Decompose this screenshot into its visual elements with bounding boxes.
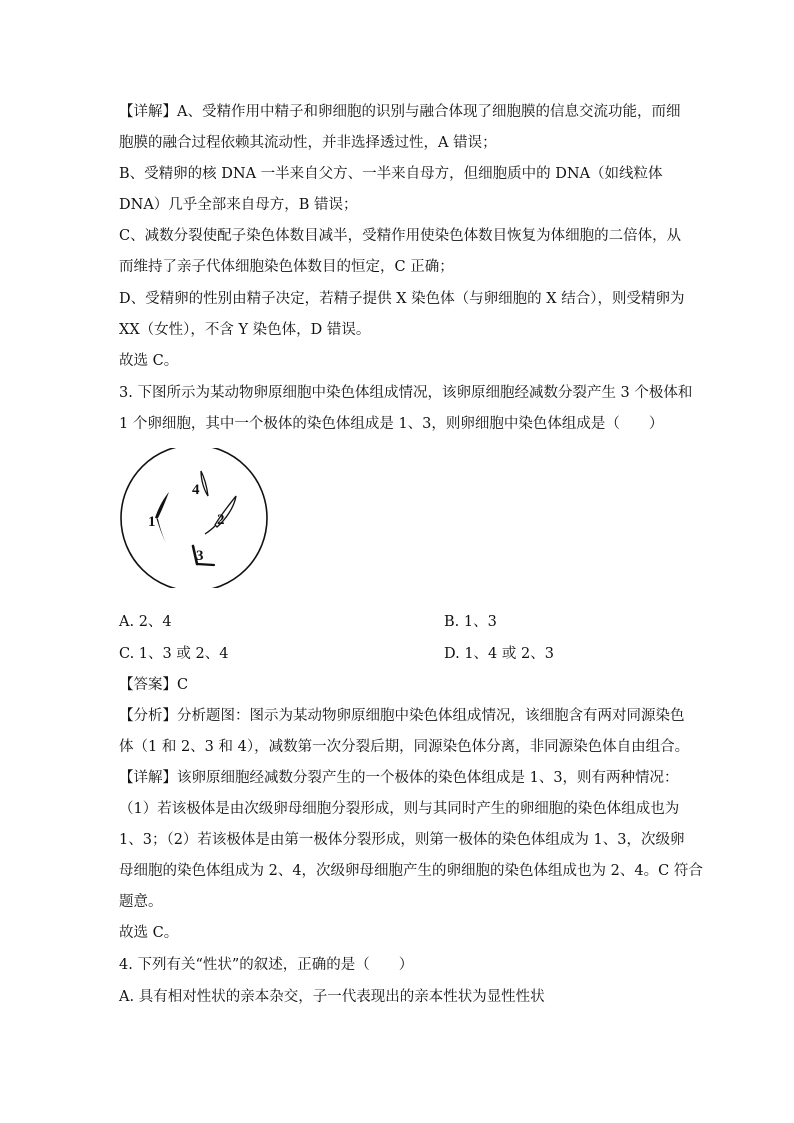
option-a: A. 2、4 [119, 614, 172, 630]
text-line: DNA）几乎全部来自母方，B 错误； [119, 197, 358, 213]
text-line: 而维持了亲子代体细胞染色体数目的恒定，C 正确； [119, 259, 454, 275]
option-b: B. 1、3 [444, 614, 497, 630]
detail-line: 题意。 [119, 894, 163, 910]
text-line: D、受精卵的性别由精子决定，若精子提供 X 染色体（与卵细胞的 X 结合），则受精卵为 [119, 291, 685, 307]
label-2: 2 [217, 512, 225, 528]
text-line: 故选 C。 [119, 353, 179, 369]
question-stem: 4. 下列有关“性状”的叙述，正确的是（ ） [119, 957, 414, 973]
analysis-line: 体（1 和 2、3 和 4），减数第一次分裂后期，同源染色体分离，非同源染色体自由组合。 [119, 739, 690, 755]
label-1: 1 [148, 514, 156, 530]
chromosome-4 [201, 471, 208, 496]
detail-line: 母细胞的染色体组成为 2、4，次级卵母细胞产生的卵细胞的染色体组成也为 2、4。C 符合 [119, 863, 703, 879]
label-4: 4 [192, 482, 200, 498]
text-line: 【详解】A、受精作用中精子和卵细胞的识别与融合体现了细胞膜的信息交流功能，而细 [119, 104, 681, 120]
option-c: C. 1、3 或 2、4 [119, 646, 229, 662]
cell-outline [121, 448, 267, 588]
text-line: 胞膜的融合过程依赖其流动性，并非选择透过性，A 错误； [119, 135, 497, 151]
cell-chromosome-diagram [118, 448, 270, 588]
chromosome-1 [155, 492, 169, 549]
option-d: D. 1、4 或 2、3 [444, 646, 554, 662]
detail-line: 【详解】该卵原细胞经减数分裂产生的一个极体的染色体组成是 1、3，则有两种情况： [119, 770, 679, 786]
detail-line: 故选 C。 [119, 925, 179, 941]
text-line: C、减数分裂使配子染色体数目减半，受精作用使染色体数目恢复为体细胞的二倍体，从 [119, 228, 682, 244]
text-line: XX（女性），不含 Y 染色体，D 错误。 [119, 322, 371, 338]
option-a: A. 具有相对性状的亲本杂交，子一代表现出的亲本性状为显性性状 [119, 989, 545, 1005]
detail-line: 1、3；（2）若该极体是由第一极体分裂形成，则第一极体的染色体组成为 1、3，次级卵 [119, 832, 685, 848]
analysis-line: 【分析】分析题图：图示为某动物卵原细胞中染色体组成情况，该细胞含有两对同源染色 [119, 708, 685, 724]
question-stem: 3. 下图所示为某动物卵原细胞中染色体组成情况，该卵原细胞经减数分裂产生 3 个极体和 [119, 385, 693, 401]
text-line: B、受精卵的核 DNA 一半来自父方、一半来自母方，但细胞质中的 DNA（如线粒体 [119, 166, 663, 182]
answer: 【答案】C [119, 677, 189, 693]
label-3: 3 [196, 548, 204, 564]
detail-line: （1）若该极体是由次级卵母细胞分裂形成，则与其同时产生的卵细胞的染色体组成也为 [119, 801, 680, 817]
question-stem: 1 个卵细胞，其中一个极体的染色体组成是 1、3，则卵细胞中染色体组成是（ ） [119, 416, 664, 432]
